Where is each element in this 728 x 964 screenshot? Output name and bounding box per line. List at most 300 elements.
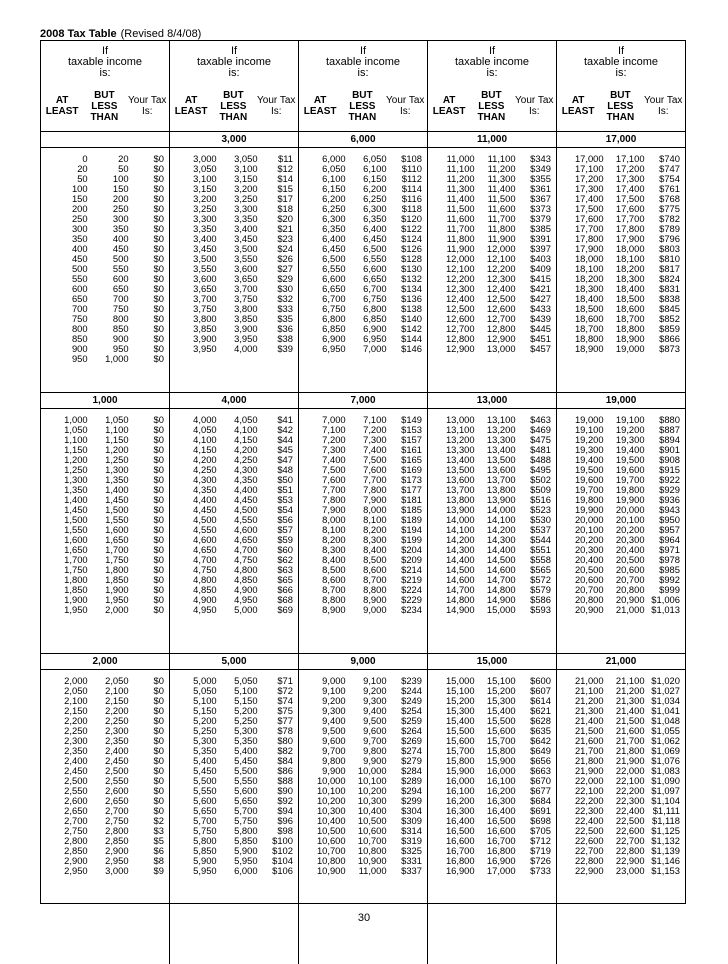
at-least-cell: 2,950 [64,865,88,876]
at-least-cell: 5,100 [193,695,217,706]
tax-cell: $509 [530,484,551,495]
at-least-cell: 5,850 [193,845,217,856]
but-less-than-cell: 12,900 [486,333,516,344]
table-row [41,234,169,244]
tax-cell: $100 [272,835,293,846]
tax-cell: $810 [659,253,680,264]
but-less-than-cell: 10,200 [357,785,387,796]
table-row [41,605,169,615]
but-less-than-cell: 18,500 [615,293,645,304]
at-least-cell: 1,750 [64,564,88,575]
at-least-cell: 18,300 [574,283,604,294]
tax-cell: $0 [153,805,164,816]
header-group [427,41,556,131]
but-less-than-cell: 21,500 [615,715,645,726]
at-least-cell: 2,250 [64,725,88,736]
tax-cell: $845 [659,303,680,314]
at-least-cell: 6,750 [322,303,346,314]
header-but-less-than: BUT LESS THAN [90,89,119,123]
but-less-than-cell: 10,700 [357,835,387,846]
header-at-least: AT LEAST [174,95,208,117]
but-less-than-cell: 8,400 [363,544,387,555]
at-least-cell: 8,300 [322,544,346,555]
but-less-than-cell: 15,900 [486,755,516,766]
but-less-than-cell: 6,550 [363,253,387,264]
at-least-cell: 7,000 [322,414,346,425]
tax-cell: $136 [401,293,422,304]
but-less-than-cell: 18,800 [615,323,645,334]
but-less-than-cell: 7,400 [363,444,387,455]
tax-cell: $38 [277,333,293,344]
but-less-than-cell: 17,900 [615,233,645,244]
column-heading: 17,000 [557,132,685,148]
but-less-than-cell: 20,800 [615,584,645,595]
at-least-cell: 14,400 [445,554,475,565]
tax-cell: $0 [153,775,164,786]
but-less-than-cell: 200 [112,193,129,204]
tax-cell: $0 [153,173,164,184]
tax-cell: $144 [401,333,422,344]
table-row [170,344,298,354]
tax-cell: $1,083 [651,765,680,776]
at-least-cell: 11,600 [446,213,475,224]
tax-cell: $331 [401,855,422,866]
at-least-cell: 14,200 [445,534,475,545]
but-less-than-cell: 750 [112,303,129,314]
tax-cell: $361 [530,183,551,194]
but-less-than-cell: 21,600 [615,725,645,736]
at-least-cell: 15,000 [445,675,475,686]
but-less-than-cell: 11,500 [487,193,516,204]
table-header [41,41,685,132]
but-less-than-cell: 6,500 [363,243,387,254]
tax-cell: $866 [659,333,680,344]
tax-cell: $60 [277,544,293,555]
at-least-cell: 300 [71,223,88,234]
but-less-than-cell: 16,800 [486,845,516,856]
tax-cell: $0 [153,514,164,525]
at-least-cell: 3,350 [193,223,217,234]
at-least-cell: 21,300 [574,705,604,716]
tax-cell: $516 [530,494,551,505]
at-least-cell: 14,900 [445,604,475,615]
tax-cell: $0 [153,293,164,304]
at-least-cell: 21,500 [574,725,604,736]
but-less-than-cell: 8,900 [363,594,387,605]
but-less-than-cell: 4,150 [234,434,258,445]
but-less-than-cell: 13,200 [486,424,516,435]
tax-cell: $18 [277,203,293,214]
title-revised: (Revised 8/4/08) [120,28,202,40]
at-least-cell: 22,900 [574,865,604,876]
but-less-than-cell: 16,900 [486,855,516,866]
tax-cell: $1,097 [651,785,680,796]
at-least-cell: 13,600 [445,474,475,485]
column-heading: 3,000 [170,132,298,148]
table-row [428,344,556,354]
tax-cell: $204 [401,544,422,555]
at-least-cell: 2,800 [64,835,88,846]
but-less-than-cell: 20 [118,153,129,164]
at-least-cell: 14,800 [445,594,475,605]
tax-cell: $134 [401,283,422,294]
but-less-than-cell: 1,800 [105,564,129,575]
tax-cell: $349 [530,163,551,174]
but-less-than-cell: 22,800 [615,845,645,856]
header-if-text [299,41,427,81]
but-less-than-cell: 19,000 [615,343,645,354]
tax-cell: $214 [401,564,422,575]
but-less-than-cell: 22,500 [615,815,645,826]
but-less-than-cell: 2,100 [105,685,129,696]
header-your-tax: Your Tax Is: [128,95,167,117]
header-subcolumns [428,81,556,131]
but-less-than-cell: 22,300 [615,795,645,806]
at-least-cell: 19,400 [574,454,604,465]
tax-cell: $173 [401,474,422,485]
at-least-cell: 11,300 [446,183,475,194]
at-least-cell: 100 [71,183,88,194]
tax-cell: $894 [659,434,680,445]
tax-cell: $142 [401,323,422,334]
at-least-cell: 9,500 [322,725,346,736]
tax-cell: $551 [530,544,551,555]
at-least-cell: 950 [71,353,88,364]
at-least-cell: 15,600 [445,735,475,746]
but-less-than-cell: 11,100 [487,153,516,164]
at-least-cell: 3,600 [193,273,217,284]
at-least-cell: 22,500 [574,825,604,836]
header-subcolumns [299,81,427,131]
at-least-cell: 22,100 [574,785,604,796]
at-least-cell: 15,900 [445,765,475,776]
at-least-cell: 14,600 [445,574,475,585]
at-least-cell: 7,500 [322,464,346,475]
header-but-less-than: BUT LESS THAN [606,89,635,123]
but-less-than-cell: 5,950 [234,855,258,866]
tax-cell: $41 [277,414,293,425]
but-less-than-cell: 5,700 [234,805,258,816]
tax-cell: $0 [153,494,164,505]
tax-cell: $0 [153,474,164,485]
but-less-than-cell: 1,500 [105,504,129,515]
at-least-cell: 2,200 [64,715,88,726]
but-less-than-cell: 6,800 [363,303,387,314]
but-less-than-cell: 13,900 [486,494,516,505]
tax-cell: $1,146 [651,855,680,866]
at-least-cell: 22,300 [574,805,604,816]
at-least-cell: 22,600 [574,835,604,846]
tax-cell: $189 [401,514,422,525]
but-less-than-cell: 7,600 [363,464,387,475]
at-least-cell: 10,300 [316,805,346,816]
at-least-cell: 4,550 [193,524,217,535]
but-less-than-cell: 400 [112,233,129,244]
but-less-than-cell: 4,350 [234,474,258,485]
column-heading: 13,000 [428,393,556,409]
at-least-cell: 12,300 [445,283,475,294]
at-least-cell: 13,800 [445,494,475,505]
at-least-cell: 8,000 [322,514,346,525]
but-less-than-cell: 500 [112,253,129,264]
tax-cell: $98 [277,825,293,836]
at-least-cell: 450 [71,253,88,264]
tax-cell: $69 [277,604,293,615]
tax-cell: $403 [530,253,551,264]
at-least-cell: 900 [71,343,88,354]
table-row [41,274,169,284]
tax-cell: $0 [153,544,164,555]
tax-cell: $789 [659,223,680,234]
but-less-than-cell: 19,600 [615,464,645,475]
at-least-cell: 17,600 [574,213,604,224]
but-less-than-cell: 5,800 [234,825,258,836]
tax-cell: $0 [153,715,164,726]
header-your-tax: Your Tax Is: [257,95,296,117]
table-row [41,224,169,234]
at-least-cell: 5,650 [193,805,217,816]
at-least-cell: 1,150 [64,444,88,455]
at-least-cell: 9,900 [322,765,346,776]
but-less-than-cell: 6,100 [363,163,387,174]
but-less-than-cell: 2,600 [105,785,129,796]
but-less-than-cell: 15,200 [486,685,516,696]
but-less-than-cell: 10,000 [357,765,387,776]
but-less-than-cell: 20,700 [615,574,645,585]
but-less-than-cell: 22,400 [615,805,645,816]
tax-cell: $859 [659,323,680,334]
tax-table [40,40,686,904]
but-less-than-cell: 3,600 [234,263,258,274]
at-least-cell: 15,800 [445,755,475,766]
but-less-than-cell: 15,500 [486,715,516,726]
tax-cell: $106 [272,865,293,876]
tax-cell: $118 [401,203,422,214]
tax-cell: $698 [530,815,551,826]
at-least-cell: 13,400 [445,454,475,465]
but-less-than-cell: 3,950 [234,333,258,344]
but-less-than-cell: 7,300 [363,434,387,445]
table-section [41,393,685,654]
at-least-cell: 3,700 [193,293,217,304]
at-least-cell: 10,200 [316,795,346,806]
at-least-cell: 5,950 [193,865,217,876]
table-row [557,866,685,876]
tax-cell: $1,132 [651,835,680,846]
at-least-cell: 19,700 [574,484,604,495]
at-least-cell: 8,900 [322,604,346,615]
at-least-cell: 22,000 [574,775,604,786]
tax-cell: $104 [272,855,293,866]
but-less-than-cell: 18,600 [615,303,645,314]
but-less-than-cell: 2,400 [105,745,129,756]
at-least-cell: 3,050 [193,163,217,174]
but-less-than-cell: 6,900 [363,323,387,334]
tax-cell: $14 [277,173,293,184]
but-less-than-cell: 20,900 [615,594,645,605]
header-at-least: AT LEAST [303,95,337,117]
but-less-than-cell: 16,400 [486,805,516,816]
header-if: If [617,45,625,57]
table-row [41,294,169,304]
tax-cell: $33 [277,303,293,314]
tax-cell: $149 [401,414,422,425]
tax-cell: $3 [153,825,164,836]
tax-cell: $663 [530,765,551,776]
at-least-cell: 13,100 [445,424,475,435]
table-row [299,866,427,876]
but-less-than-cell: 4,000 [234,343,258,354]
but-less-than-cell: 17,700 [615,213,645,224]
tax-cell: $94 [277,805,293,816]
at-least-cell: 6,950 [322,343,346,354]
but-less-than-cell: 2,000 [105,604,129,615]
header-taxable: taxable income [326,56,400,68]
but-less-than-cell: 16,500 [486,815,516,826]
but-less-than-cell: 20,500 [615,554,645,565]
at-least-cell: 11,900 [446,243,475,254]
tax-cell: $114 [401,183,422,194]
at-least-cell: 20,400 [574,554,604,565]
but-less-than-cell: 18,000 [615,243,645,254]
but-less-than-cell: 4,050 [234,414,258,425]
tax-cell: $5 [153,835,164,846]
tax-cell: $0 [153,163,164,174]
at-least-cell: 12,000 [445,253,475,264]
but-less-than-cell: 12,200 [486,263,516,274]
but-less-than-cell: 1,700 [105,544,129,555]
at-least-cell: 22,200 [574,795,604,806]
but-less-than-cell: 2,300 [105,725,129,736]
tax-cell: $0 [153,313,164,324]
tax-cell: $635 [530,725,551,736]
tax-cell: $1,139 [651,845,680,856]
at-least-cell: 21,400 [574,715,604,726]
but-less-than-cell: 22,700 [615,835,645,846]
tax-cell: $0 [153,193,164,204]
header-your-tax: Your Tax Is: [386,95,425,117]
but-less-than-cell: 3,500 [234,243,258,254]
at-least-cell: 6,350 [322,223,346,234]
but-less-than-cell: 19,500 [615,454,645,465]
at-least-cell: 16,800 [445,855,475,866]
tax-cell: $294 [401,785,422,796]
but-less-than-cell: 5,450 [234,755,258,766]
but-less-than-cell: 4,250 [234,454,258,465]
but-less-than-cell: 2,200 [105,705,129,716]
at-least-cell: 22,800 [574,855,604,866]
at-least-cell: 11,400 [446,193,475,204]
at-least-cell: 19,200 [574,434,604,445]
table-body [41,132,685,964]
but-less-than-cell: 5,550 [234,775,258,786]
but-less-than-cell: 4,750 [234,554,258,565]
at-least-cell: 15,100 [445,685,475,696]
but-less-than-cell: 5,600 [234,785,258,796]
header-if: If [230,45,238,57]
at-least-cell: 12,200 [445,273,475,284]
but-less-than-cell: 5,050 [234,675,258,686]
at-least-cell: 18,200 [574,273,604,284]
table-row [41,214,169,224]
at-least-cell: 16,900 [445,865,475,876]
but-less-than-cell: 800 [112,313,129,324]
tax-cell: $337 [401,865,422,876]
at-least-cell: 19,500 [574,464,604,475]
tax-cell: $51 [277,484,293,495]
at-least-cell: 9,400 [322,715,346,726]
tax-cell: $17 [277,193,293,204]
table-row [41,334,169,344]
but-less-than-cell: 13,700 [486,474,516,485]
tax-cell: $415 [530,273,551,284]
but-less-than-cell: 1,750 [105,554,129,565]
but-less-than-cell: 3,150 [234,173,258,184]
but-less-than-cell: 18,300 [615,273,645,284]
but-less-than-cell: 16,000 [486,765,516,776]
at-least-cell: 19,900 [574,504,604,515]
tax-cell: $161 [401,444,422,455]
tax-cell: $48 [277,464,293,475]
header-group [169,41,298,131]
tax-cell: $96 [277,815,293,826]
but-less-than-cell: 2,700 [105,805,129,816]
tax-cell: $269 [401,735,422,746]
but-less-than-cell: 7,100 [363,414,387,425]
at-least-cell: 14,000 [445,514,475,525]
tax-cell: $439 [530,313,551,324]
tax-cell: $314 [401,825,422,836]
at-least-cell: 1,100 [64,434,88,445]
at-least-cell: 22,400 [574,815,604,826]
but-less-than-cell: 2,950 [105,855,129,866]
at-least-cell: 3,300 [193,213,217,224]
column-heading: 6,000 [299,132,427,148]
tax-cell: $642 [530,735,551,746]
but-less-than-cell: 4,100 [234,424,258,435]
tax-cell: $124 [401,233,422,244]
but-less-than-cell: 17,000 [486,865,516,876]
tax-cell: $259 [401,715,422,726]
but-less-than-cell: 20,200 [615,524,645,535]
but-less-than-cell: 10,800 [357,845,387,856]
table-row [41,174,169,184]
but-less-than-cell: 1,600 [105,524,129,535]
tax-cell: $45 [277,444,293,455]
at-least-cell: 21,900 [574,765,604,776]
at-least-cell: 6,550 [322,263,346,274]
but-less-than-cell: 350 [112,223,129,234]
but-less-than-cell: 2,500 [105,765,129,776]
but-less-than-cell: 21,800 [615,745,645,756]
at-least-cell: 20 [77,163,88,174]
tax-cell: $126 [401,243,422,254]
but-less-than-cell: 19,100 [615,414,645,425]
but-less-than-cell: 7,700 [363,474,387,485]
at-least-cell: 5,150 [193,705,217,716]
tax-cell: $264 [401,725,422,736]
at-least-cell: 5,750 [193,825,217,836]
but-less-than-cell: 12,100 [486,253,516,264]
but-less-than-cell: 12,400 [486,283,516,294]
header-is: is: [99,67,111,79]
but-less-than-cell: 7,000 [363,343,387,354]
but-less-than-cell: 9,000 [363,604,387,615]
tax-cell: $78 [277,725,293,736]
tax-cell: $66 [277,584,293,595]
tax-cell: $319 [401,835,422,846]
tax-cell: $373 [530,203,551,214]
